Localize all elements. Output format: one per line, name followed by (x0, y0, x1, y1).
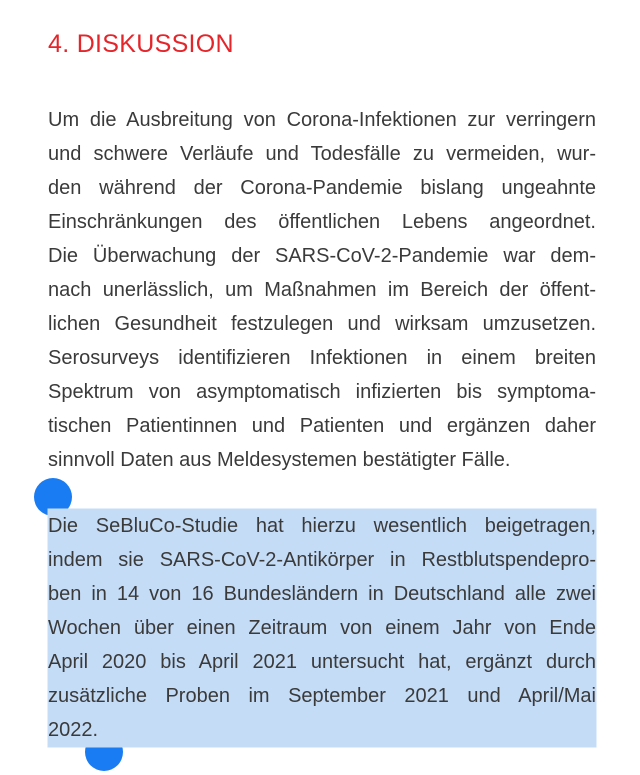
section-heading: 4. DISKUSSION (48, 30, 234, 58)
text-line: Die Überwachung der SARS-CoV-2-Pandemie war dem- (48, 245, 596, 267)
text-line: sinnvoll Daten aus Meldesystemen bestätigter Fälle. (48, 449, 511, 471)
selected-line-text: ben in 14 von 16 Bundesländern in Deutschland alle zwei (48, 577, 596, 611)
selected-line-text: 2022. (48, 713, 596, 747)
selected-line-text: Die SeBluCo-Studie hat hierzu wesentlich beigetragen, (48, 509, 596, 543)
text-line: Um die Ausbreitung von Corona-Infektionen zur verringern (48, 109, 596, 131)
text-line: Einschränkungen des öffentlichen Lebens angeordnet. (48, 211, 596, 233)
selected-text-line[interactable] (48, 611, 596, 645)
selected-line-text: indem sie SARS-CoV-2-Antikörper in Restblutspendepro- (48, 543, 596, 577)
selected-text-line[interactable] (48, 713, 596, 747)
selected-text-line[interactable] (48, 509, 596, 543)
text-line: und schwere Verläufe und Todesfälle zu vermeiden, wur- (48, 143, 596, 165)
text-line: Spektrum von asymptomatisch infizierten bis symptoma- (48, 381, 596, 403)
paragraph-discussion-intro (48, 103, 596, 477)
text-line: den während der Corona-Pandemie bislang ungeahnte (48, 177, 596, 199)
selected-text-line[interactable] (48, 679, 596, 713)
selected-text-line[interactable] (48, 543, 596, 577)
selected-line-text: April 2020 bis April 2021 untersucht hat, ergänzt durch (48, 645, 596, 679)
text-line: lichen Gesundheit festzulegen und wirksam umzusetzen. (48, 313, 596, 335)
selected-line-text: zusätzliche Proben im September 2021 und April/Mai (48, 679, 596, 713)
text-line: tischen Patientinnen und Patienten und ergänzen daher (48, 415, 596, 437)
paragraph-selected-text[interactable] (48, 509, 596, 747)
selected-text-line[interactable] (48, 645, 596, 679)
text-line: Serosurveys identifizieren Infektionen in einem breiten (48, 347, 596, 369)
selected-line-text: Wochen über einen Zeitraum von einem Jahr von Ende (48, 611, 596, 645)
text-line: nach unerlässlich, um Maßnahmen im Bereich der öffent- (48, 279, 596, 301)
selected-text-line[interactable] (48, 577, 596, 611)
